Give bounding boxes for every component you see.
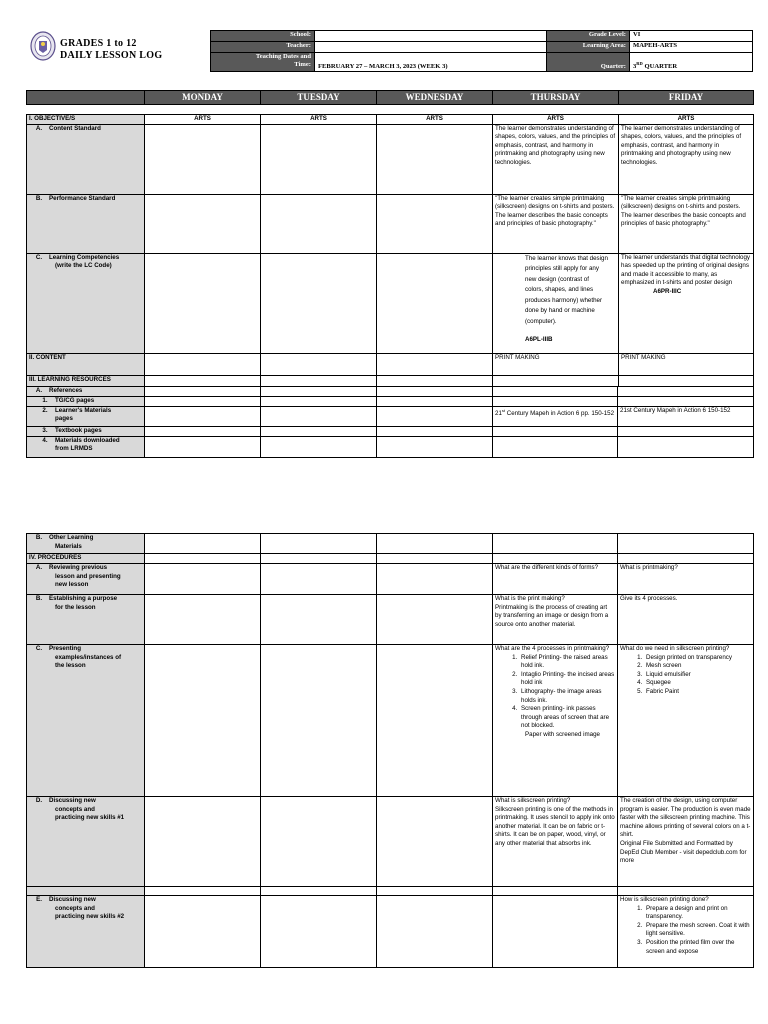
lrmds-thursday bbox=[493, 436, 618, 457]
spacer-thursday bbox=[493, 887, 618, 896]
content-friday: PRINT MAKING bbox=[619, 353, 754, 375]
performance-standard-text: Performance Standard bbox=[49, 194, 116, 202]
other-materials-label bbox=[27, 534, 145, 554]
learners-materials-number: 2. bbox=[42, 406, 48, 414]
tg-pages-wednesday bbox=[377, 396, 493, 406]
objectives-heading: I. OBJECTIVE/S bbox=[27, 115, 145, 125]
discussing-1-thursday-question: What is silkscreen printing? bbox=[495, 797, 571, 804]
resources-monday bbox=[145, 375, 261, 386]
quarter-word: QUARTER bbox=[642, 63, 678, 70]
teaching-dates-label-line-1: Teaching Dates and bbox=[255, 53, 311, 60]
presenting-monday bbox=[145, 645, 261, 797]
competencies-thursday bbox=[493, 253, 619, 353]
content-monday bbox=[145, 353, 261, 375]
learners-materials-monday bbox=[145, 406, 261, 426]
references-label bbox=[27, 386, 145, 396]
lm-thursday-num: 21 bbox=[495, 409, 502, 417]
lrmds-friday bbox=[618, 436, 754, 457]
content-standard-friday: The learner demonstrates understanding of shapes, colors, values, and the principles of emphasis, contrast, and harmony in printmaking and photography using new technologies. bbox=[619, 124, 754, 194]
presenting-tuesday bbox=[261, 645, 377, 797]
discussing-1-text-3: practicing new skills #1 bbox=[55, 814, 125, 822]
presenting-text-3: the lesson bbox=[55, 662, 86, 670]
lc-code-note: (write the LC Code) bbox=[55, 262, 112, 270]
reviewing-thursday: What are the different kinds of forms? bbox=[493, 564, 618, 595]
depedclub-credit: Original File Submitted and Formatted by DepEd Club Member - visit depedclub.com for more bbox=[620, 839, 747, 865]
arts-wednesday: ARTS bbox=[377, 115, 493, 125]
performance-thursday-line-1: "The learner creates simple printmaking (silkscreen) designs on t-shirts and posters. bbox=[495, 194, 615, 211]
competencies-wednesday bbox=[377, 253, 493, 353]
spacer-row bbox=[27, 105, 754, 115]
performance-standard-monday bbox=[145, 194, 261, 253]
reviewing-text-1: Reviewing previous bbox=[49, 564, 108, 571]
day-header-friday: FRIDAY bbox=[619, 91, 754, 105]
day-header-thursday: THURSDAY bbox=[493, 91, 619, 105]
list-item: 3. Position the printed film over the screen and expose bbox=[644, 939, 751, 956]
establishing-text-1: Establishing a purpose bbox=[49, 595, 118, 602]
other-materials-tuesday bbox=[261, 534, 377, 554]
textbook-friday bbox=[618, 426, 754, 436]
content-heading: II. CONTENT bbox=[27, 353, 145, 375]
day-header-monday: MONDAY bbox=[145, 91, 261, 105]
performance-standard-friday bbox=[619, 194, 754, 253]
lrmds-text: Materials downloaded bbox=[55, 436, 120, 444]
presenting-friday bbox=[618, 645, 754, 797]
tg-pages-tuesday bbox=[261, 396, 377, 406]
day-header-wednesday: WEDNESDAY bbox=[377, 91, 493, 105]
lrmds-number: 4. bbox=[42, 436, 48, 444]
arts-friday: ARTS bbox=[619, 115, 754, 125]
lrmds-label bbox=[27, 436, 145, 457]
tg-pages-label bbox=[27, 396, 145, 406]
arts-tuesday: ARTS bbox=[261, 115, 377, 125]
competency-friday-text: The learner understands that digital technology has speeded up the printing of original designs and made it accessible to many, as emphasized in t-shirts and poster design bbox=[621, 253, 750, 287]
presenting-thursday-intro: What are the 4 processes in printmaking? bbox=[495, 645, 610, 652]
learners-materials-text: Learner's Materials bbox=[55, 406, 112, 414]
other-materials-friday bbox=[618, 534, 754, 554]
tg-pages-friday bbox=[618, 396, 754, 406]
tg-pages-number: 1. bbox=[42, 396, 48, 404]
content-thursday: PRINT MAKING bbox=[493, 353, 619, 375]
other-materials-letter: B. bbox=[35, 534, 43, 541]
content-standard-monday bbox=[145, 124, 261, 194]
discussing-1-thursday-answer: Silkscreen printing is one of the methods in printmaking. It uses stencil to apply ink onto another material. It can be on fabric or t-shirts. It can be on paper, wood, vinyl, or any other material that absorbs ink. bbox=[495, 805, 615, 847]
teacher-label: Teacher: bbox=[211, 42, 315, 53]
textbook-pages-label bbox=[27, 426, 145, 436]
discussing-2-text-3: practicing new skills #2 bbox=[55, 913, 125, 921]
textbook-pages-number: 3. bbox=[42, 426, 48, 434]
discussing-skills-1-label bbox=[27, 797, 145, 887]
performance-standard-wednesday bbox=[377, 194, 493, 253]
establishing-thursday bbox=[493, 595, 618, 645]
references-monday bbox=[145, 386, 261, 396]
day-header-blank bbox=[27, 91, 145, 105]
textbook-wednesday bbox=[377, 426, 493, 436]
learners-materials-friday: 21st Century Mapeh in Action 6 150-152 bbox=[618, 406, 754, 426]
learners-materials-thursday bbox=[493, 406, 618, 426]
establishing-text-2: for the lesson bbox=[55, 603, 96, 611]
reviewing-text-3: new lesson bbox=[55, 581, 89, 589]
reviewing-tuesday bbox=[261, 564, 377, 595]
competencies-monday bbox=[145, 253, 261, 353]
procedures-heading: IV. PROCEDURES bbox=[27, 554, 145, 564]
content-standard-label bbox=[27, 124, 145, 194]
other-materials-monday bbox=[145, 534, 261, 554]
reviewing-friday: What is printmaking? bbox=[618, 564, 754, 595]
textbook-tuesday bbox=[261, 426, 377, 436]
lm-thursday-sup: st bbox=[501, 407, 506, 413]
discussing-2-text-1: Discussing new bbox=[49, 896, 96, 903]
competencies-friday bbox=[619, 253, 754, 353]
list-item: 1. Prepare a design and print on transparency. bbox=[644, 905, 751, 922]
procedures-wednesday bbox=[377, 554, 493, 564]
discussing-2-friday-intro: How is silkscreen printing done? bbox=[620, 896, 709, 903]
learning-competencies-label bbox=[27, 253, 145, 353]
tg-pages-text: TG/CG pages bbox=[55, 396, 95, 404]
list-item: 4. Squegee bbox=[644, 679, 751, 688]
lesson-log-table-part-2 bbox=[26, 533, 754, 968]
discussing-1-letter: D. bbox=[35, 797, 43, 804]
performance-friday-line-1: "The learner creates simple printmaking (silkscreen) designs on t-shirts and posters. bbox=[621, 194, 741, 211]
presenting-wednesday bbox=[377, 645, 493, 797]
procedures-monday bbox=[145, 554, 261, 564]
presenting-text-1: Presenting bbox=[49, 645, 81, 652]
discussing-2-friday bbox=[618, 896, 754, 968]
list-item: 1. Relief Printing- the raised areas hold ink. bbox=[519, 654, 615, 671]
references-letter: A. bbox=[35, 386, 43, 394]
discussing-1-friday-text: The creation of the design, using computer program is easier. The production is even made faster with the silkscreen printing machine. This machine allows printing of several colors on a t-shirt. bbox=[620, 797, 751, 839]
learning-competencies-text: Learning Competencies bbox=[49, 253, 120, 261]
log-title bbox=[60, 38, 162, 62]
quarter-value bbox=[630, 53, 753, 72]
resources-tuesday bbox=[261, 375, 377, 386]
performance-standard-letter: B. bbox=[35, 194, 43, 202]
content-standard-letter: A. bbox=[35, 124, 43, 132]
quarter-label: Quarter: bbox=[547, 53, 630, 72]
discussing-1-monday bbox=[145, 797, 261, 887]
discussing-1-friday bbox=[618, 797, 754, 887]
reviewing-monday bbox=[145, 564, 261, 595]
grade-level-label: Grade Level: bbox=[547, 31, 630, 42]
establishing-thursday-answer: Printmaking is the process of creating art by transferring an image or design from a source onto another material. bbox=[495, 603, 609, 628]
references-friday bbox=[618, 386, 754, 396]
discussing-2-monday bbox=[145, 896, 261, 968]
list-item: 1. Design printed on transparency bbox=[644, 654, 751, 663]
content-wednesday bbox=[377, 353, 493, 375]
reviewing-wednesday bbox=[377, 564, 493, 595]
tg-pages-monday bbox=[145, 396, 261, 406]
establishing-purpose-label bbox=[27, 595, 145, 645]
performance-standard-thursday bbox=[493, 194, 619, 253]
teaching-dates-value: FEBRUARY 27 – MARCH 3, 2023 (WEEK 3) bbox=[315, 53, 547, 72]
procedures-friday bbox=[618, 554, 754, 564]
competencies-tuesday bbox=[261, 253, 377, 353]
spacer-friday bbox=[618, 887, 754, 896]
reviewing-letter: A. bbox=[35, 564, 43, 571]
presenting-examples-label bbox=[27, 645, 145, 797]
performance-standard-tuesday bbox=[261, 194, 377, 253]
school-value bbox=[315, 31, 547, 42]
references-wednesday bbox=[377, 386, 493, 396]
performance-friday-line-2: The learner describes the basic concepts and principles of basic photography." bbox=[621, 211, 746, 228]
resources-friday bbox=[619, 375, 754, 386]
quarter-suffix: RD bbox=[636, 60, 643, 66]
discussing-1-text-2: concepts and bbox=[55, 805, 95, 813]
discussing-2-text-2: concepts and bbox=[55, 904, 95, 912]
deped-seal-logo bbox=[30, 31, 56, 61]
lesson-log-table-part-1 bbox=[26, 90, 754, 458]
lrmds-text-2: from LRMDS bbox=[55, 445, 93, 453]
list-item: 2. Mesh screen bbox=[644, 662, 751, 671]
tg-pages-thursday bbox=[493, 396, 618, 406]
quarter-number: 3 bbox=[633, 63, 637, 70]
other-materials-text: Other Learning bbox=[49, 534, 94, 541]
list-item: 2. Prepare the mesh screen. Coat it with light sensitive. bbox=[644, 922, 751, 939]
resources-thursday bbox=[493, 375, 619, 386]
references-thursday bbox=[493, 386, 618, 396]
references-tuesday bbox=[261, 386, 377, 396]
arts-monday: ARTS bbox=[145, 115, 261, 125]
textbook-thursday bbox=[493, 426, 618, 436]
title-line-2: DAILY LESSON LOG bbox=[60, 50, 163, 61]
references-text: References bbox=[49, 386, 83, 394]
list-item: 2. Intaglio Printing- the incised areas hold ink bbox=[519, 671, 615, 688]
content-standard-text: Content Standard bbox=[49, 124, 101, 132]
content-standard-tuesday bbox=[261, 124, 377, 194]
competency-thursday-text: The learner knows that design principles still apply for any new design (contrast of colors, shapes, and lines produces harmony) whether done by hand or machine (computer). bbox=[525, 254, 608, 325]
learners-materials-tuesday bbox=[261, 406, 377, 426]
procedures-thursday bbox=[493, 554, 618, 564]
learning-area-label: Learning Area: bbox=[547, 42, 630, 53]
reviewing-text-2: lesson and presenting bbox=[55, 572, 121, 580]
header-info-table bbox=[210, 30, 753, 72]
list-item: 4. Screen printing- ink passes through areas of screen that are not blocked. bbox=[519, 705, 615, 731]
learners-materials-wednesday bbox=[377, 406, 493, 426]
presenting-thursday-note: Paper with screened image bbox=[525, 730, 600, 738]
arts-thursday: ARTS bbox=[493, 115, 619, 125]
day-header-tuesday: TUESDAY bbox=[261, 91, 377, 105]
learners-materials-text-2: pages bbox=[55, 415, 73, 423]
competency-thursday-code: A6PL-IIIB bbox=[525, 336, 553, 344]
lrmds-wednesday bbox=[377, 436, 493, 457]
resources-wednesday bbox=[377, 375, 493, 386]
presenting-text-2: examples/instances of bbox=[55, 653, 122, 661]
establishing-monday bbox=[145, 595, 261, 645]
establishing-letter: B. bbox=[35, 595, 43, 602]
list-item: 5. Fabric Paint bbox=[644, 688, 751, 697]
discussing-1-text-1: Discussing new bbox=[49, 797, 96, 804]
learning-area-value: MAPEH-ARTS bbox=[630, 42, 753, 53]
presenting-letter: C. bbox=[35, 645, 43, 652]
establishing-thursday-question: What is the print making? bbox=[495, 595, 565, 602]
teaching-dates-label bbox=[211, 53, 315, 72]
presenting-friday-intro: What do we need in silkscreen printing? bbox=[620, 645, 730, 652]
discussing-1-wednesday bbox=[377, 797, 493, 887]
textbook-monday bbox=[145, 426, 261, 436]
discussing-1-tuesday bbox=[261, 797, 377, 887]
list-item: 3. Lithography- the image areas holds ink. bbox=[519, 688, 615, 705]
content-standard-thursday: The learner demonstrates understanding of shapes, colors, values, and the principles of emphasis, contrast, and harmony in printmaking and photography using new technologies. bbox=[493, 124, 619, 194]
learners-materials-label bbox=[27, 406, 145, 426]
spacer-monday bbox=[145, 887, 261, 896]
teaching-dates-label-line-2: Time: bbox=[294, 61, 311, 68]
lrmds-tuesday bbox=[261, 436, 377, 457]
procedures-tuesday bbox=[261, 554, 377, 564]
grade-level-value: VI bbox=[630, 31, 753, 42]
discussing-1-thursday bbox=[493, 797, 618, 887]
performance-standard-label bbox=[27, 194, 145, 253]
title-line-1: GRADES 1 to 12 bbox=[60, 38, 137, 49]
learning-resources-heading: III. LEARNING RESOURCES bbox=[27, 375, 145, 386]
spacer-tuesday bbox=[261, 887, 377, 896]
content-tuesday bbox=[261, 353, 377, 375]
establishing-tuesday bbox=[261, 595, 377, 645]
learning-competencies-letter: C. bbox=[35, 253, 43, 261]
reviewing-lesson-label bbox=[27, 564, 145, 595]
spacer-wednesday bbox=[377, 887, 493, 896]
discussing-2-tuesday bbox=[261, 896, 377, 968]
other-materials-thursday bbox=[493, 534, 618, 554]
teacher-value bbox=[315, 42, 547, 53]
establishing-wednesday bbox=[377, 595, 493, 645]
presenting-thursday bbox=[493, 645, 618, 797]
other-materials-text-2: Materials bbox=[55, 542, 82, 550]
school-label: School: bbox=[211, 31, 315, 42]
performance-thursday-line-2: The learner describes the basic concepts and principles of basic photography." bbox=[495, 211, 608, 228]
discussing-2-thursday bbox=[493, 896, 618, 968]
textbook-pages-text: Textbook pages bbox=[55, 426, 102, 434]
discussing-2-wednesday bbox=[377, 896, 493, 968]
other-materials-wednesday bbox=[377, 534, 493, 554]
competency-friday-code: A6PR-IIIC bbox=[653, 287, 682, 295]
establishing-friday: Give its 4 processes. bbox=[618, 595, 754, 645]
spacer-label bbox=[27, 887, 145, 896]
list-item: 3. Liquid emulsifier bbox=[644, 671, 751, 680]
content-standard-wednesday bbox=[377, 124, 493, 194]
lrmds-monday bbox=[145, 436, 261, 457]
discussing-skills-2-label bbox=[27, 896, 145, 968]
lm-thursday-rest: Century Mapeh in Action 6 pp. 150-152 bbox=[505, 409, 615, 417]
discussing-2-letter: E. bbox=[36, 896, 42, 903]
